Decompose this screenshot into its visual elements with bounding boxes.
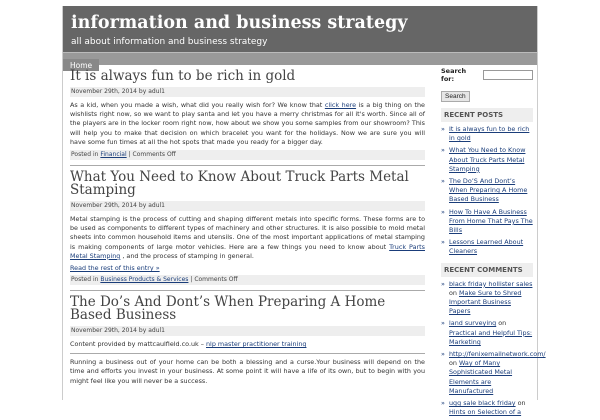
recent-post-link[interactable]: The Do’S And Dont’s When Preparing A Home Based Business <box>449 177 528 204</box>
list-item <box>441 146 533 174</box>
divider <box>70 290 425 291</box>
site-header <box>63 6 537 52</box>
site-title[interactable]: information and business strategy <box>71 13 408 33</box>
post-meta <box>70 201 425 211</box>
post-body <box>70 101 425 147</box>
inline-link[interactable]: Truck Parts Metal Stamping <box>70 242 425 260</box>
comments-status: Comments Off <box>132 151 176 159</box>
search-row <box>441 67 533 83</box>
post-author: adul1 <box>148 202 165 210</box>
separator: | <box>128 151 131 159</box>
post-text: As a kid, when you made a wish, what did you really wish for? We know that <box>70 101 325 109</box>
post-body: Running a business out of your home can be both a blessing and a curse.Your business will depend on the time and efforts you invest in your business. At some point it will have a life of its own, but to begin with you might feel like you will never be a success. <box>70 358 425 385</box>
post <box>70 171 425 285</box>
recent-posts-list <box>441 125 533 257</box>
post-author: adul1 <box>148 88 165 95</box>
post <box>70 296 425 386</box>
post-title[interactable]: It is always fun to be rich in gold <box>70 68 296 84</box>
list-item <box>441 350 546 396</box>
comment-author-link[interactable]: land surveying <box>449 319 497 328</box>
on-text: on <box>517 399 526 408</box>
main-content <box>70 70 425 386</box>
category-link[interactable]: Business Products & Services <box>100 276 189 284</box>
comment-post-link[interactable]: Way of Many Sophisticated Metal Elements are Manufactured <box>449 359 513 395</box>
post-by: by <box>138 88 147 95</box>
search-input[interactable] <box>483 70 533 80</box>
list-item <box>441 280 533 317</box>
recent-posts-heading: RECENT POSTS <box>441 108 533 122</box>
recent-comments-list <box>441 279 546 418</box>
post-title[interactable]: What You Need to Know About Truck Parts Metal Stamping <box>70 169 409 199</box>
post-text: is a big thing on the wishlists right now, so we want to play santa and let you have a merry christmas for all it's worth. Since all of the players are in the locker room right now, how about we show you some samples from our showroom? This will help you to make that decision on which bracelet you want for the holidays. Now we are sure you will have some fun times at all the hot spots that made you ready for a bigger day. <box>70 101 425 146</box>
category-link[interactable]: Financial <box>100 151 127 159</box>
read-more-link[interactable]: Read the rest of this entry » <box>70 264 160 273</box>
post-footer <box>70 275 425 285</box>
post-author: adul1 <box>148 327 165 335</box>
recent-post-link[interactable]: Lessons Learned About Cleaners <box>449 238 524 256</box>
post-by: by <box>138 202 147 210</box>
post-title[interactable]: The Do’s And Dont’s When Preparing A Home Based Business <box>70 294 386 324</box>
provided-by-text: Content provided by mattcaulfield.co.uk – <box>70 340 206 349</box>
search-button[interactable]: Search <box>441 91 470 102</box>
post-text: Metal stamping is the process of cutting and shaping different metals into specific forms. These forms are to be used as components to different types of machinery and other structures. It is also possible to mold metal sheets into common household items and utensils. One of the most important applications of metal stamping is making components of large motor vehicles. Here are a few things you need to know about <box>70 215 425 251</box>
post-text: , and the process of stamping in general. <box>120 251 254 260</box>
main-nav <box>63 52 537 70</box>
sidebar <box>441 67 546 420</box>
list-item <box>441 125 533 143</box>
posted-in-label: Posted in <box>71 276 99 284</box>
page-wrapper <box>62 6 546 417</box>
post-date: November 29th, 2014 <box>71 202 137 210</box>
divider <box>70 353 425 354</box>
recent-comments-heading: RECENT COMMENTS <box>441 263 533 277</box>
on-text: on <box>449 288 457 297</box>
divider <box>70 165 425 166</box>
comment-author-link[interactable]: http://fenixemailnetwork.com/ <box>449 350 546 359</box>
post-body <box>70 215 425 261</box>
inline-link[interactable]: click here <box>324 101 357 109</box>
post-date: November 29th, 2014 <box>71 327 137 335</box>
comment-post-link[interactable]: Make Sure to Shred Important Business Papers <box>449 288 522 316</box>
recent-post-link[interactable]: How To Have A Business From Home That Pays The Bills <box>449 207 533 235</box>
post-footer <box>70 150 425 160</box>
search-label: Search for: <box>441 67 467 83</box>
comment-post-link[interactable]: Practical and Helpful Tips: Marketing <box>449 328 533 346</box>
post <box>70 70 425 160</box>
post-by: by <box>138 327 147 335</box>
comment-post-link[interactable]: Hints on Selection of a <box>449 408 522 417</box>
recent-post-link[interactable]: What You Need to Know About Truck Parts Metal Stamping <box>449 146 526 173</box>
list-item <box>441 319 533 347</box>
read-more <box>70 264 425 272</box>
list-item <box>441 208 533 236</box>
post-meta <box>70 87 425 97</box>
post-provided <box>70 340 425 349</box>
list-item <box>441 177 533 205</box>
comments-status: Comments Off <box>194 276 238 284</box>
on-text: on <box>498 319 507 328</box>
separator: | <box>190 276 193 284</box>
on-text: on <box>449 359 457 368</box>
list-item <box>441 399 533 417</box>
posted-in-label: Posted in <box>71 151 99 159</box>
comment-author-link[interactable]: ugg sale black friday <box>449 399 516 408</box>
post-date: November 29th, 2014 <box>71 88 137 95</box>
post-meta <box>70 326 425 336</box>
recent-post-link[interactable]: It is always fun to be rich in gold <box>449 125 530 143</box>
comment-author-link[interactable]: black friday hollister sales <box>449 279 533 288</box>
site-description: all about information and business strategy <box>71 37 268 47</box>
nav-home-link[interactable]: Home <box>63 59 99 71</box>
list-item <box>441 238 533 256</box>
inline-link[interactable]: nlp master practitioner training <box>206 340 307 349</box>
